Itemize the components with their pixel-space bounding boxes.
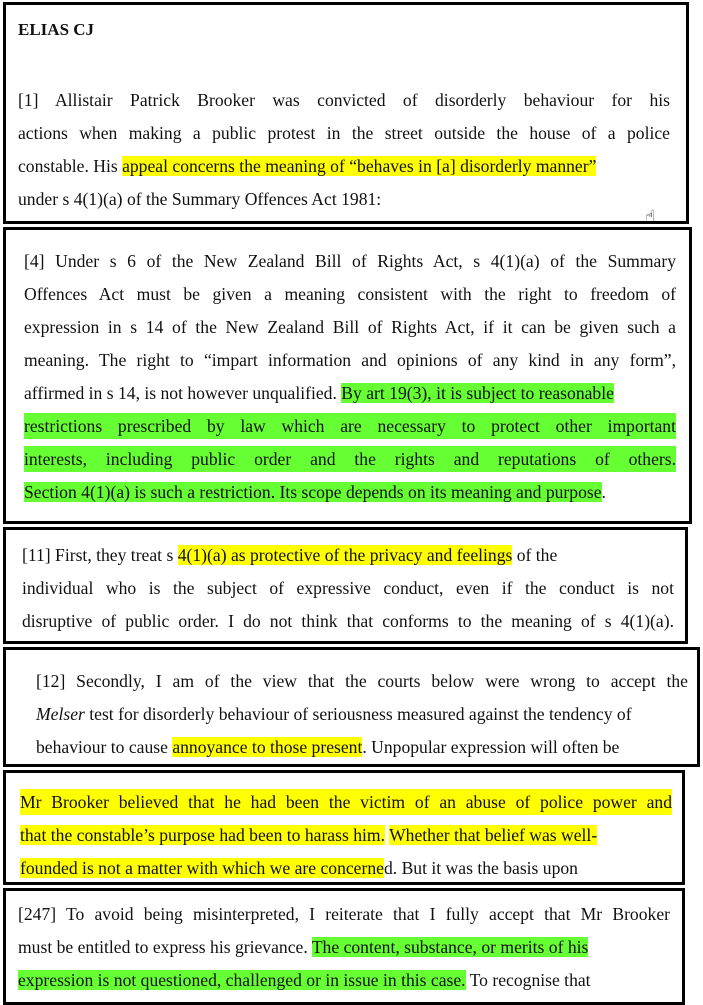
paragraph-247-line-2: must be entitled to express his grievance. The content, substance, or merits of his bbox=[18, 937, 589, 957]
paragraph-247-line-3: expression is not questioned, challenged or in issue in this case. To recognise that bbox=[18, 970, 591, 990]
paragraph-4-line-6: restrictions prescribed by law which are necessary to protect other important bbox=[24, 413, 676, 439]
highlight-green: The content, substance, or merits of his bbox=[311, 937, 589, 957]
highlight-yellow: Whether that belief was well- bbox=[389, 825, 598, 845]
hand-cursor-icon: ☝ bbox=[645, 207, 656, 227]
highlight-yellow: annoyance to those present bbox=[172, 737, 363, 757]
paragraph-4-line-1: [4] Under s 6 of the New Zealand Bill of Rights Act, s 4(1)(a) of the Summary bbox=[24, 251, 676, 271]
paragraph-1-line-2: actions when making a public protest in the street outside the house of a police bbox=[18, 123, 670, 143]
belief-line-2 bbox=[20, 822, 597, 848]
highlight-yellow: 4(1)(a) as protective of the privacy and feelings bbox=[177, 545, 513, 565]
paragraph-247-line-1: [247] To avoid being misinterpreted, I reiterate that I fully accept that Mr Brooker bbox=[18, 904, 670, 924]
excerpt-elias-cj bbox=[3, 2, 689, 227]
paragraph-4-line-7: interests, including public order and the rights and reputations of others. bbox=[24, 446, 676, 472]
paragraph-4-line-4: meaning. The right to “impart information and opinions of any kind in any form”, bbox=[24, 350, 676, 370]
paragraph-1-line-4: under s 4(1)(a) of the Summary Offences Act 1981: bbox=[18, 189, 382, 209]
highlight-yellow: appeal concerns the meaning of “behaves in [a] disorderly manner” bbox=[122, 156, 597, 176]
paragraph-4-line-8: Section 4(1)(a) is such a restriction. Its scope depends on its meaning and purpose. bbox=[24, 482, 606, 502]
excerpt-paragraph-11 bbox=[3, 527, 688, 644]
highlight-yellow: founded is not a matter with which we are concerne bbox=[20, 858, 384, 878]
paragraph-4-line-3: expression in s 14 of the New Zealand Bill of Rights Act, if it can be given such a bbox=[24, 317, 676, 337]
paragraph-11-line-3: disruptive of public order. I do not think that conforms to the meaning of s 4(1)(a). bbox=[22, 611, 674, 631]
paragraph-4-line-2: Offences Act must be given a meaning consistent with the right to freedom of bbox=[24, 284, 676, 304]
judge-heading: ELIAS CJ bbox=[18, 20, 95, 39]
highlight-green: By art 19(3), it is subject to reasonable bbox=[341, 383, 614, 403]
paragraph-1-line-1: [1] Allistair Patrick Brooker was convicted of disorderly behaviour for his bbox=[18, 90, 670, 110]
excerpt-brooker-belief bbox=[3, 770, 685, 885]
excerpt-paragraph-4 bbox=[3, 227, 692, 524]
highlight-green: Section 4(1)(a) is such a restriction. Its scope depends on its meaning and purpose bbox=[24, 482, 602, 502]
highlight-yellow: that the constable’s purpose had been to harass him. bbox=[20, 825, 385, 845]
paragraph-1-line-3: constable. His appeal concerns the meaning of “behaves in [a] disorderly manner” bbox=[18, 156, 597, 176]
belief-line-3: founded is not a matter with which we are concerned. But it was the basis upon bbox=[20, 858, 578, 878]
paragraph-11-line-2: individual who is the subject of expressive conduct, even if the conduct is not bbox=[22, 578, 674, 598]
paragraph-11-line-1: [11] First, they treat s 4(1)(a) as protective of the privacy and feelings of the bbox=[22, 545, 558, 565]
highlight-green: expression is not questioned, challenged or in issue in this case. bbox=[18, 970, 466, 990]
paragraph-4-line-5: affirmed in s 14, is not however unqualified. By art 19(3), it is subject to reasonable bbox=[24, 383, 614, 403]
paragraph-12-line-2: Melser test for disorderly behaviour of seriousness measured against the tendency of bbox=[36, 704, 632, 724]
excerpt-paragraph-247 bbox=[3, 888, 685, 1005]
excerpt-paragraph-12 bbox=[3, 647, 700, 767]
cropped-line bbox=[6, 770, 682, 775]
paragraph-12-line-3: behaviour to cause annoyance to those present. Unpopular expression will often be bbox=[36, 737, 620, 757]
belief-line-1: Mr Brooker believed that he had been the victim of an abuse of police power and bbox=[20, 789, 672, 815]
paragraph-12-line-1: [12] Secondly, I am of the view that the courts below were wrong to accept the bbox=[36, 671, 688, 691]
